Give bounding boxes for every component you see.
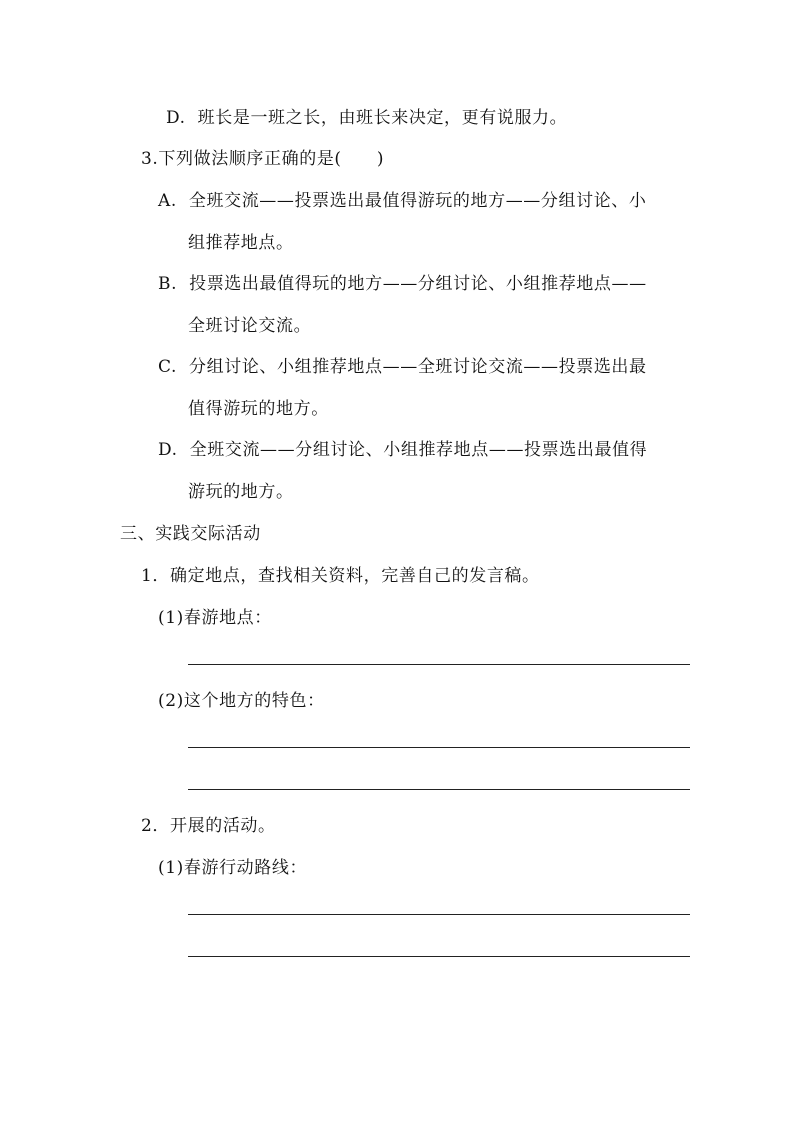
q3-option-c-continued: 值得游玩的地方。	[188, 399, 329, 419]
option-label: A.	[158, 191, 177, 211]
item-1-sub-1: (1)春游地点：	[158, 608, 272, 628]
q3-option-c	[158, 356, 647, 378]
answer-blank-line[interactable]	[188, 914, 690, 915]
question-3-stem: 3.下列做法顺序正确的是( )	[141, 149, 385, 169]
option-label: B.	[158, 274, 178, 294]
option-text: 全班交流——分组讨论、小组推荐地点——投票选出最值得	[189, 440, 648, 460]
item-1-text: 1．确定地点，查找相关资料，完善自己的发言稿。	[141, 566, 540, 586]
q3-option-d	[158, 439, 647, 461]
answer-blank-line[interactable]	[188, 956, 690, 957]
option-label: D.	[158, 440, 178, 460]
q3-option-b	[158, 273, 647, 295]
q3-option-b-continued: 全班讨论交流。	[188, 316, 312, 336]
prev-option-d	[166, 107, 567, 129]
option-label: D.	[166, 108, 186, 128]
item-1-sub-2: (2)这个地方的特色：	[158, 691, 325, 711]
answer-blank-line[interactable]	[188, 664, 690, 665]
item-2-text: 2．开展的活动。	[141, 816, 276, 836]
option-label: C.	[158, 357, 178, 377]
answer-blank-line[interactable]	[188, 789, 690, 790]
q3-option-a	[158, 190, 647, 212]
answer-blank-line[interactable]	[188, 747, 690, 748]
item-2-sub-1: (1)春游行动路线：	[158, 858, 308, 878]
option-text: 分组讨论、小组推荐地点——全班讨论交流——投票选出最	[189, 357, 647, 377]
option-text: 投票选出最值得玩的地方——分组讨论、小组推荐地点——	[189, 274, 647, 294]
section-title: 三、实践交际活动	[120, 524, 261, 544]
q3-option-a-continued: 组推荐地点。	[188, 233, 294, 253]
option-text: 全班交流——投票选出最值得游玩的地方——分组讨论、小	[188, 191, 647, 211]
option-text: 班长是一班之长，由班长来决定，更有说服力。	[197, 108, 568, 128]
q3-option-d-continued: 游玩的地方。	[188, 482, 294, 502]
